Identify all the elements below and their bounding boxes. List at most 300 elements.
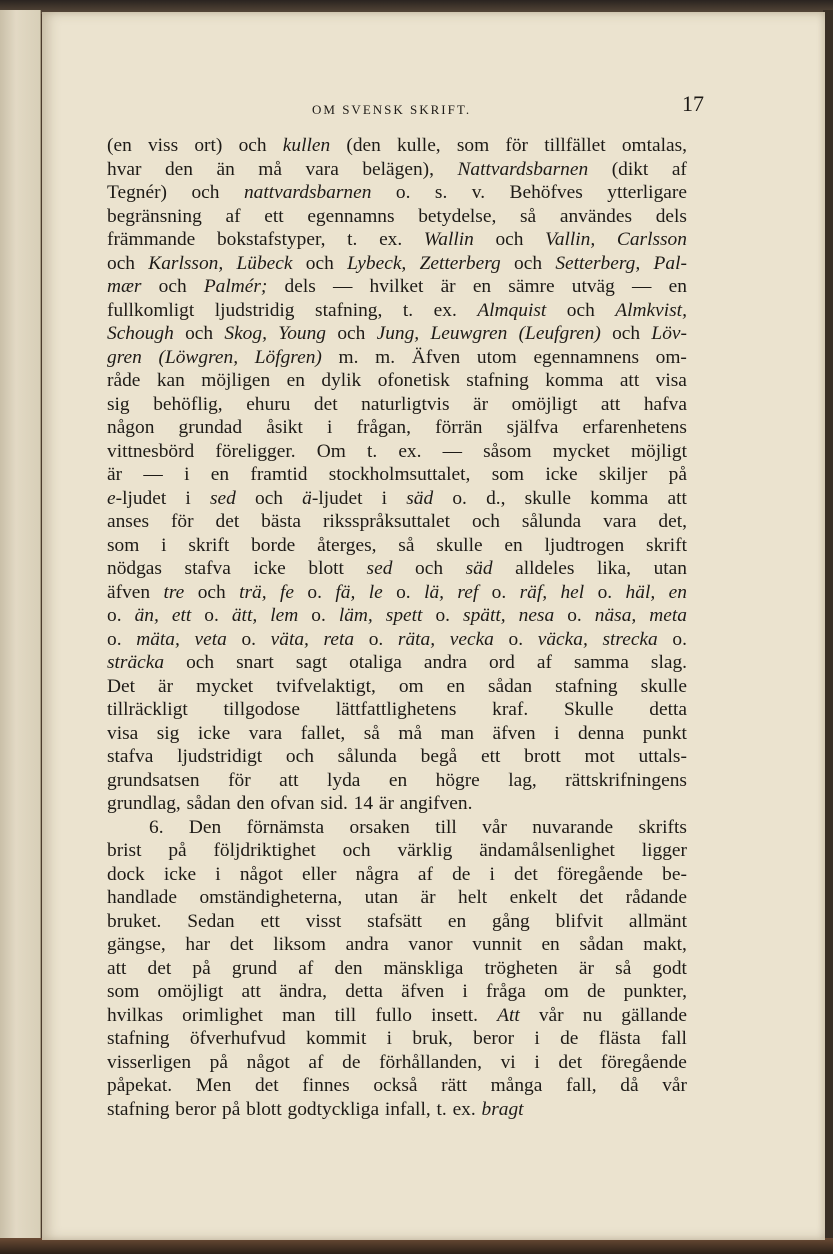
word: skrift bbox=[188, 534, 230, 556]
word: på bbox=[222, 1098, 241, 1120]
text-line bbox=[107, 393, 687, 417]
word: behöflig, bbox=[153, 393, 223, 415]
word: ofonetisk bbox=[377, 370, 450, 391]
word: hvar bbox=[107, 158, 142, 180]
word: en bbox=[210, 464, 230, 485]
word: och bbox=[495, 229, 524, 250]
word: o. bbox=[672, 628, 687, 650]
word: någon bbox=[107, 417, 155, 438]
word: det bbox=[254, 1075, 279, 1096]
word: Karlsson, bbox=[148, 252, 224, 274]
facing-page-edge bbox=[0, 10, 41, 1240]
text-line bbox=[107, 299, 687, 323]
word: råde bbox=[107, 370, 141, 391]
word: fråga bbox=[486, 981, 526, 1002]
word: sådan bbox=[579, 934, 624, 955]
word: till bbox=[334, 1004, 357, 1026]
word: ligger bbox=[641, 840, 687, 861]
word: o. bbox=[597, 581, 613, 603]
word: s. bbox=[434, 182, 448, 203]
word: lika, bbox=[597, 558, 631, 579]
word: om bbox=[544, 981, 569, 1002]
word: ändra, bbox=[279, 981, 328, 1002]
word: ex. bbox=[379, 229, 403, 250]
word: o. bbox=[395, 182, 411, 203]
text-line bbox=[107, 698, 687, 722]
word: en bbox=[472, 276, 492, 297]
word: vecka bbox=[449, 628, 494, 650]
word: ett bbox=[481, 746, 501, 767]
word: o. bbox=[435, 605, 450, 626]
word: stafning bbox=[107, 1098, 170, 1120]
word: väcka, bbox=[537, 628, 588, 650]
word: dock bbox=[107, 863, 145, 885]
word: i bbox=[161, 534, 167, 556]
word: fall, bbox=[565, 1075, 597, 1096]
word: Carlsson bbox=[616, 229, 687, 250]
word: Nattvardsbarnen bbox=[457, 158, 589, 180]
word: främmande bbox=[107, 229, 196, 250]
word: punkter, bbox=[623, 981, 687, 1002]
word: fallet, bbox=[300, 722, 346, 744]
word: Skulle bbox=[563, 699, 614, 720]
word: Om bbox=[316, 440, 346, 462]
word: själfva bbox=[506, 417, 559, 438]
word: förrän bbox=[435, 417, 483, 438]
text-line bbox=[107, 651, 687, 675]
word: beror bbox=[473, 1028, 515, 1049]
word: lä, bbox=[424, 581, 444, 603]
word: fä, bbox=[335, 581, 356, 603]
word: t. bbox=[366, 440, 378, 462]
word: fullo bbox=[375, 1004, 412, 1026]
word: af bbox=[536, 652, 552, 673]
word: sed bbox=[209, 487, 236, 509]
word: ex. bbox=[433, 299, 457, 321]
word: sagt bbox=[295, 652, 328, 673]
word: sådan bbox=[186, 793, 231, 814]
word: säd bbox=[465, 558, 493, 579]
word: rådande bbox=[625, 887, 687, 908]
word: det bbox=[229, 934, 254, 955]
word: o. bbox=[368, 628, 384, 650]
word: icke bbox=[163, 863, 197, 885]
word: (Leufgren) bbox=[518, 323, 601, 344]
word: ort) bbox=[194, 135, 223, 156]
word: o. bbox=[307, 581, 322, 603]
word: de bbox=[560, 1028, 579, 1049]
word: reta bbox=[323, 628, 355, 650]
word: beror bbox=[175, 1098, 217, 1120]
word: vittnesbörd bbox=[107, 440, 195, 462]
word: egennamnens bbox=[533, 346, 639, 368]
text-line bbox=[107, 839, 687, 863]
word: af bbox=[671, 158, 687, 180]
word: återges, bbox=[317, 534, 377, 556]
word: och bbox=[107, 252, 135, 274]
word: en bbox=[446, 675, 465, 697]
word: orimlighet bbox=[182, 1004, 263, 1026]
word: icke bbox=[197, 722, 231, 744]
text-line bbox=[107, 322, 687, 346]
word: än, bbox=[134, 605, 159, 626]
word: Lübeck bbox=[236, 252, 293, 274]
word: vunnit bbox=[472, 934, 522, 955]
word: stafning, bbox=[315, 299, 383, 321]
word: och bbox=[342, 840, 371, 861]
word: lem bbox=[270, 605, 299, 626]
word: såsom bbox=[483, 440, 532, 462]
word: egennamns bbox=[307, 205, 395, 227]
word: borde bbox=[251, 534, 296, 556]
word: åsikt bbox=[266, 417, 303, 438]
text-line bbox=[107, 275, 687, 299]
word: gängse, bbox=[107, 934, 166, 955]
word: om bbox=[398, 675, 424, 697]
word: äfven bbox=[492, 722, 536, 744]
word: Palmér; bbox=[203, 276, 268, 297]
word: Äfven bbox=[411, 346, 461, 368]
page-header bbox=[102, 90, 722, 120]
word: ex. bbox=[398, 440, 422, 462]
text-line bbox=[107, 369, 687, 393]
text-line bbox=[107, 487, 687, 511]
text-line bbox=[107, 346, 687, 370]
word: sålunda bbox=[521, 511, 582, 532]
word: vara bbox=[603, 511, 637, 532]
word: finnes bbox=[302, 1075, 350, 1096]
word: grund bbox=[231, 957, 278, 979]
word: ofvan bbox=[270, 793, 315, 814]
word: ett bbox=[171, 605, 192, 626]
word: skulle bbox=[640, 675, 687, 697]
word: lag, bbox=[508, 769, 537, 791]
word: skulle bbox=[524, 487, 571, 509]
word: ändamålsenlighet bbox=[479, 840, 615, 861]
word: på bbox=[192, 957, 211, 979]
word: dels bbox=[655, 205, 687, 227]
word: Schough bbox=[107, 323, 174, 344]
word: — bbox=[632, 276, 652, 297]
word: insett. bbox=[431, 1004, 478, 1026]
word: (en bbox=[107, 135, 132, 156]
word: mot bbox=[584, 746, 615, 767]
word: sträcka bbox=[107, 652, 165, 673]
word: då bbox=[620, 1075, 639, 1096]
word: o. bbox=[508, 628, 524, 650]
word: brott bbox=[524, 746, 561, 767]
word: följdriktighet bbox=[213, 840, 316, 861]
word: handlade bbox=[107, 887, 177, 908]
word: af bbox=[298, 957, 314, 979]
word: och bbox=[514, 252, 543, 274]
word: kan bbox=[156, 370, 185, 391]
word: så bbox=[363, 722, 380, 744]
word: ätt, bbox=[231, 605, 258, 626]
word: komma bbox=[545, 370, 604, 391]
word: på bbox=[668, 464, 687, 485]
word: tillfället bbox=[544, 135, 606, 156]
word: den bbox=[164, 158, 193, 180]
word: ljudtrogen bbox=[544, 534, 625, 556]
word: detta bbox=[649, 699, 687, 720]
word: punkt bbox=[642, 722, 687, 744]
word: och bbox=[255, 487, 283, 509]
word: den bbox=[236, 793, 265, 814]
word: begå bbox=[420, 746, 458, 767]
word: bruket. bbox=[107, 910, 162, 932]
word: än bbox=[216, 158, 235, 180]
word: rätt bbox=[441, 1075, 467, 1096]
word: på bbox=[209, 1051, 228, 1073]
word: uttals- bbox=[638, 746, 687, 767]
word: stafva bbox=[107, 746, 154, 767]
word: v. bbox=[471, 182, 486, 203]
word: t. bbox=[402, 299, 414, 321]
word: äfven bbox=[401, 981, 445, 1002]
word: sämre bbox=[508, 276, 555, 297]
word: snart bbox=[236, 652, 274, 673]
word: Att bbox=[497, 1004, 520, 1026]
word: förnämsta bbox=[246, 816, 325, 838]
word: sig bbox=[156, 722, 180, 744]
word: räf, bbox=[519, 581, 548, 603]
word: (Löwgren, bbox=[158, 346, 239, 368]
word: grundsatsen bbox=[107, 769, 200, 791]
word: Löfgren) bbox=[254, 346, 322, 368]
word: stafsätt bbox=[367, 910, 423, 932]
word: en bbox=[668, 276, 687, 297]
word: dylik bbox=[321, 370, 362, 391]
word: och bbox=[612, 323, 641, 344]
word: allmänt bbox=[628, 910, 687, 932]
word: högre bbox=[435, 769, 480, 791]
word: tre bbox=[163, 581, 185, 603]
word: att bbox=[279, 769, 299, 791]
word: och bbox=[197, 581, 226, 603]
word: 6. bbox=[149, 816, 164, 838]
word: vanor bbox=[408, 934, 453, 955]
word: tillräckligt bbox=[107, 699, 188, 720]
word: andra bbox=[345, 934, 389, 955]
text-line bbox=[107, 745, 687, 769]
word: i bbox=[554, 722, 560, 744]
word: är bbox=[473, 393, 489, 415]
word: så bbox=[615, 957, 632, 979]
word: Pal- bbox=[653, 252, 687, 274]
text-line bbox=[107, 1098, 687, 1122]
word: nu bbox=[582, 1004, 603, 1026]
word: Skog, bbox=[224, 323, 267, 344]
word: skrift bbox=[646, 534, 687, 556]
word: betydelse, bbox=[418, 205, 497, 227]
text-line bbox=[107, 252, 687, 276]
word: bragt bbox=[481, 1098, 524, 1120]
word: man bbox=[440, 722, 474, 744]
word: skrifts bbox=[638, 816, 687, 838]
word: näsa, bbox=[594, 605, 637, 626]
word: för bbox=[505, 135, 529, 156]
word: och bbox=[305, 252, 334, 274]
word: visst bbox=[305, 910, 342, 932]
word: blott bbox=[308, 558, 344, 579]
word: viss bbox=[147, 135, 179, 156]
text-line bbox=[107, 158, 687, 182]
book-binding-bottom bbox=[0, 1238, 833, 1254]
word: ljudstridigt bbox=[177, 746, 263, 767]
word: öfverhufvud bbox=[189, 1028, 286, 1049]
word: kulle, bbox=[397, 135, 441, 156]
word: användes bbox=[559, 205, 632, 227]
word: godtyckliga bbox=[287, 1098, 380, 1120]
text-line bbox=[107, 1051, 687, 1075]
word: visserligen bbox=[107, 1051, 192, 1073]
word: räta, bbox=[397, 628, 436, 650]
word: (dikt bbox=[611, 158, 649, 180]
word: och bbox=[471, 511, 500, 532]
word: lyda bbox=[327, 769, 361, 791]
word: för bbox=[170, 511, 194, 532]
word: omöjligt bbox=[511, 393, 578, 415]
word: något bbox=[246, 1051, 290, 1073]
text-line bbox=[107, 863, 687, 887]
word: stockholmsuttalet, bbox=[328, 464, 471, 485]
word: sådan bbox=[487, 675, 533, 697]
word: stafning bbox=[555, 675, 618, 697]
word: en bbox=[504, 534, 523, 556]
word: hvilkas bbox=[107, 1004, 164, 1026]
word: le bbox=[368, 581, 383, 603]
word: Almkvist, bbox=[615, 299, 687, 321]
word: stafva bbox=[184, 558, 231, 579]
word: möjligen bbox=[201, 370, 271, 391]
word: belägen), bbox=[362, 158, 434, 180]
word: är bbox=[578, 957, 594, 979]
word: må bbox=[258, 158, 282, 180]
running-head: OM SVENSK SKRIFT. bbox=[312, 102, 472, 117]
word: stafning bbox=[107, 1028, 170, 1049]
text-line bbox=[107, 581, 687, 605]
word: o. bbox=[311, 605, 326, 626]
word: enkelt bbox=[509, 887, 557, 908]
word: utväg bbox=[571, 276, 615, 297]
word: mær bbox=[107, 276, 142, 297]
word: 14 bbox=[353, 793, 374, 814]
word: föreligger. bbox=[215, 440, 296, 462]
word: en bbox=[447, 910, 467, 932]
word: en bbox=[388, 769, 408, 791]
word: på bbox=[168, 840, 187, 861]
word: hvilket bbox=[369, 276, 424, 297]
word: och bbox=[415, 558, 444, 579]
word: helt bbox=[458, 887, 488, 908]
text-line bbox=[107, 604, 687, 628]
word: denna bbox=[577, 722, 625, 744]
word: mäta, bbox=[136, 628, 180, 650]
word: och bbox=[185, 323, 214, 344]
text-line bbox=[107, 1027, 687, 1051]
word: grundad bbox=[178, 417, 243, 438]
word: Jung, bbox=[376, 323, 420, 344]
word: Young bbox=[278, 323, 327, 344]
word: t. bbox=[436, 1098, 447, 1120]
word: de bbox=[587, 981, 606, 1002]
word: kommit bbox=[306, 1028, 367, 1049]
word: spett bbox=[385, 605, 423, 626]
word: riksspråksuttalet bbox=[322, 511, 451, 532]
word: tillgodose bbox=[223, 699, 301, 720]
word: det bbox=[558, 1051, 583, 1073]
word: sid. bbox=[320, 793, 348, 814]
word: Lybeck, bbox=[347, 252, 407, 274]
word: så bbox=[520, 205, 537, 227]
word: ord bbox=[488, 652, 515, 673]
word: en bbox=[668, 581, 687, 603]
word: i bbox=[184, 464, 190, 485]
word: påpekat. bbox=[107, 1075, 173, 1096]
text-line bbox=[107, 1004, 687, 1028]
word: veta bbox=[194, 628, 227, 650]
text-line bbox=[107, 134, 687, 158]
word: angifven. bbox=[399, 793, 473, 814]
word: vår bbox=[538, 1004, 564, 1026]
word: många bbox=[490, 1075, 543, 1096]
word: andra bbox=[423, 652, 467, 673]
word: o. bbox=[107, 605, 122, 626]
word: makt, bbox=[643, 934, 687, 955]
word: af bbox=[417, 863, 433, 885]
word: detta bbox=[345, 981, 383, 1002]
word: visa bbox=[655, 370, 687, 391]
word: kraf. bbox=[492, 699, 529, 720]
word: otaliga bbox=[349, 652, 402, 673]
word: man bbox=[282, 1004, 316, 1026]
word: alldeles bbox=[515, 558, 575, 579]
word: värklig bbox=[397, 840, 453, 861]
word: i bbox=[462, 981, 468, 1002]
text-line bbox=[107, 675, 687, 699]
word: tvifvelaktigt, bbox=[276, 675, 376, 697]
word: som bbox=[456, 135, 490, 156]
word: att bbox=[107, 957, 127, 979]
word: må bbox=[398, 722, 423, 744]
word: Den bbox=[188, 816, 222, 838]
word: strecka bbox=[602, 628, 658, 650]
text-line bbox=[107, 416, 687, 440]
word: och bbox=[285, 746, 314, 767]
word: erfarenhetens bbox=[582, 417, 687, 438]
body-text bbox=[107, 134, 687, 1121]
word: Vallin, bbox=[545, 229, 596, 250]
word: spätt, bbox=[463, 605, 506, 626]
word: att bbox=[619, 370, 640, 391]
word: orsaken bbox=[349, 816, 410, 838]
word: hafva bbox=[643, 393, 687, 415]
word: vår bbox=[662, 1075, 687, 1096]
word: äfven bbox=[107, 581, 151, 603]
word: e-ljudet bbox=[107, 487, 167, 509]
word: infall, bbox=[384, 1098, 431, 1120]
word: m. bbox=[338, 346, 359, 368]
word: några bbox=[355, 863, 399, 885]
word: förhållanden, bbox=[379, 1051, 482, 1073]
word: en bbox=[286, 370, 305, 391]
word: hel bbox=[560, 581, 585, 603]
word: och bbox=[186, 652, 215, 673]
word: till bbox=[435, 816, 457, 838]
word: af bbox=[308, 1051, 324, 1073]
word: Almquist bbox=[477, 299, 547, 321]
